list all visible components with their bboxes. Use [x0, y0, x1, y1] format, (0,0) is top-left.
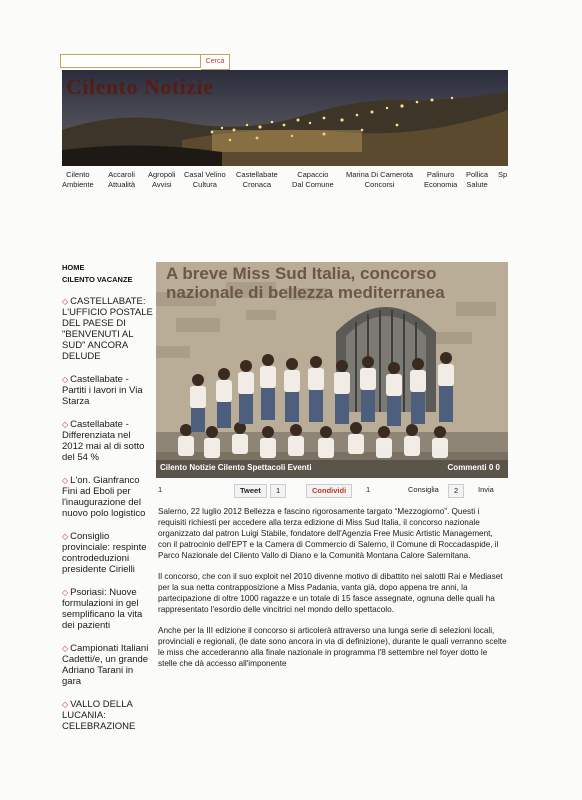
featured-article-title[interactable]: A breve Miss Sud Italia, concorso nazionale di bellezza mediterranea: [166, 264, 445, 302]
tweet-button[interactable]: Tweet: [234, 484, 267, 498]
diamond-bullet-icon: ◇: [62, 700, 69, 709]
recommend-button[interactable]: Consiglia: [408, 485, 439, 494]
tweet-count: 1: [270, 484, 286, 498]
nav-item-pollica[interactable]: Pollica Salute: [466, 170, 489, 189]
list-item[interactable]: ◇ Psoriasi: Nuove formulazioni in gel semplificano la vita dei pazienti: [62, 587, 143, 631]
list-item[interactable]: ◇ Castellabate - Differenziata nel 2012 mai al di sotto del 54 %: [62, 419, 145, 463]
search-bar: [60, 54, 230, 68]
header-banner[interactable]: [62, 70, 508, 166]
diamond-bullet-icon: ◇: [62, 532, 69, 541]
facebook-like-count: 1: [158, 485, 163, 494]
search-input[interactable]: [60, 54, 201, 68]
site-title: Cilento Notizie: [66, 74, 214, 99]
nav-item-casal-velino[interactable]: Casal Velino Cultura: [184, 170, 226, 189]
nav-item-sp[interactable]: Sp: [498, 170, 508, 179]
diamond-bullet-icon: ◇: [62, 420, 69, 429]
search-button[interactable]: Cerca: [201, 54, 230, 70]
nav-item-palinuro[interactable]: Palinuro Economia: [424, 170, 458, 189]
featured-article-meta[interactable]: Cilento Notizie Cilento Spettacoli Eventi: [160, 463, 312, 472]
diamond-bullet-icon: ◇: [62, 588, 69, 597]
list-item[interactable]: ◇ CASTELLABATE: L'UFFICIO POSTALE DEL PAESE DI "BENVENUTI AL SUD" ANCORA DELUDE: [62, 296, 153, 362]
article-paragraph: Salerno, 22 luglio 2012 Bellezza e fascino rigorosamente targato “Mezzogiorno”. Questi i requisiti richiesti per accedere alla terza edizione di Miss Sud Italia, il concorso nazionale organizzato dal patron Luigi Stabile, fondatore dell'Agenzia Free Music Artistic Management, con il patrocinio dell'EPT e la Camera di Commercio di Salerno, il Comune di Roccadaspide, il Parco Nazionale del Cilento Vallo di Diano e la Comunità Montana Calore Salernitana.: [158, 507, 499, 560]
nav-item-accaroli[interactable]: Accaroli Attualità: [108, 170, 136, 189]
list-item[interactable]: ◇ L'on. Gianfranco Fini ad Eboli per l'inaugurazione del nuovo polo logistico: [62, 475, 146, 519]
sidebar-news-list: [62, 296, 154, 732]
nav-item-marina-di-camerota[interactable]: Marina Di Camerota Concorsi: [346, 170, 414, 189]
list-item[interactable]: ◇ VALLO DELLA LUCANIA: CELEBRAZIONE: [62, 699, 136, 732]
share-button[interactable]: Condividi: [306, 484, 352, 498]
left-sidebar: [62, 262, 154, 744]
diamond-bullet-icon: ◇: [62, 297, 69, 306]
recommend-count: 2: [448, 484, 464, 498]
send-button[interactable]: Invia: [478, 485, 494, 494]
nav-item-cilento[interactable]: Cilento Ambiente: [62, 170, 94, 189]
nav-item-capaccio[interactable]: Capaccio Dal Comune: [292, 170, 334, 189]
nav-item-agropoli[interactable]: Agropoli Avvisi: [148, 170, 176, 189]
sidebar-link-cilento-vacanze[interactable]: CILENTO VACANZE: [62, 275, 133, 284]
sidebar-link-home[interactable]: HOME: [62, 263, 85, 272]
article-paragraph: Anche per la III edizione il concorso si articolerà attraverso una lunga serie di selezioni locali, provinciali e regionali, (le date sono ancora in via di definizione), durante le quali verranno scelte le miss che accederanno alla finale nazionale in programma l'8 settembre nel foyer dotto le stelle che dà accesso all'imponente: [158, 626, 507, 668]
nav-item-castellabate[interactable]: Castellabate Cronaca: [236, 170, 278, 189]
diamond-bullet-icon: ◇: [62, 644, 69, 653]
category-nav: [62, 170, 512, 192]
social-share-bar: [156, 484, 508, 498]
article-paragraph: Il concorso, che con il suo exploit nel 2010 divenne motivo di dibattito nei salotti Rai e Mediaset per la sua netta contrapposizione a Miss Padania, vanta già, dopo appena tre anni, la partecipazione di oltre 1000 ragazze e un totale di 15 fasce assegnate, ognuna delle quali ha rappresentato l'esordio delle vincitrici nel mondo dello spettacolo.: [158, 572, 503, 614]
comments-count[interactable]: Commenti 0 0: [447, 463, 500, 472]
list-item[interactable]: ◇ Castellabate - Partiti i lavori in Via Starza: [62, 374, 143, 407]
featured-article-image[interactable]: [156, 262, 508, 478]
article-body: [158, 506, 508, 679]
list-item[interactable]: ◇ Campionati Italiani Cadetti/e, un grande Adriano Tarani in gara: [62, 643, 149, 687]
diamond-bullet-icon: ◇: [62, 375, 69, 384]
diamond-bullet-icon: ◇: [62, 476, 69, 485]
share-count: 1: [366, 485, 371, 494]
list-item[interactable]: ◇ Consiglio provinciale: respinte controdeduzioni presidente Cirielli: [62, 531, 147, 575]
